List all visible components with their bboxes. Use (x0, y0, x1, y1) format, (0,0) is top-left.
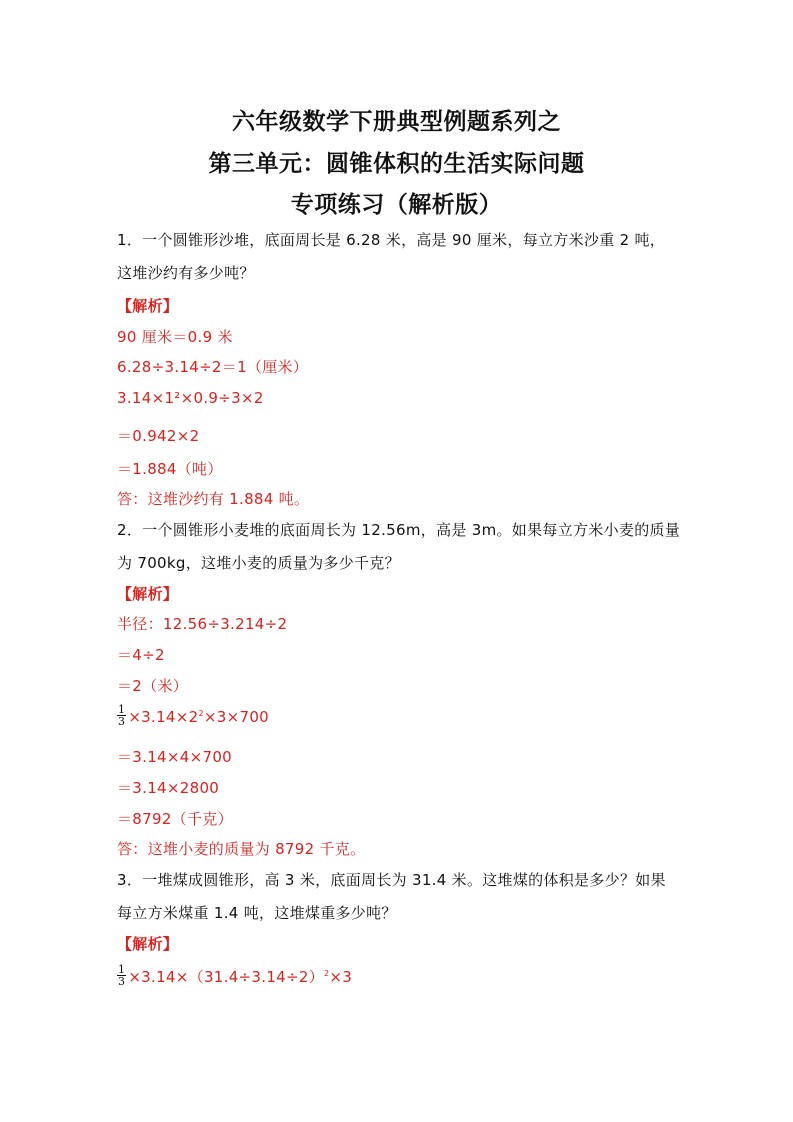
fraction-one-third: $\frac{1}{3}$ (118, 963, 126, 988)
problem-1-answer: 答：这堆沙约有 1.884 吨。 (117, 490, 310, 508)
problem-2-step: ＝8792（千克） (117, 810, 233, 828)
problem-2-answer: 答：这堆小麦的质量为 8792 千克。 (117, 840, 366, 858)
problem-2-step: ＝3.14×4×700 (117, 748, 233, 766)
problem-2-step-fraction: $\frac{1}{3}$ $\times 3.14\times 2^2\times 3\times 700$ (118, 703, 270, 728)
problem-2-text-line-2: 为 700kg，这堆小麦的质量为多少千克？ (117, 554, 400, 572)
problem-2-step: ＝4÷2 (117, 646, 165, 664)
problem-3-step-fraction: $\frac{1}{3}$ $\times 3.14\times(31.4\div 3.14\div 2)^2\times 3$ (118, 963, 353, 988)
problem-1-step: 90 厘米＝0.9 米 (117, 328, 233, 346)
problem-1-solution-tag: 【解析】 (117, 297, 179, 315)
problem-3-text-line-2: 每立方米煤重 1.4 吨，这堆煤重多少吨？ (117, 904, 397, 922)
fraction-one-third: $\frac{1}{3}$ (118, 703, 126, 728)
problem-1-step: 6.28÷3.14÷2＝1（厘米） (117, 358, 309, 376)
problem-1-step: ＝1.884（吨） (117, 460, 223, 478)
title-line-3: 专项练习（解析版） (290, 192, 503, 218)
title-line-1: 六年级数学下册典型例题系列之 (232, 109, 561, 135)
problem-2-step: 半径：12.56÷3.214÷2 (117, 615, 288, 633)
problem-1-step: 3.14×1²×0.9÷3×2 (117, 389, 264, 407)
problem-2-step: ＝2（米） (117, 677, 189, 695)
problem-1-text-line-1: 1．一个圆锥形沙堆，底面周长是 6.28 米，高是 90 厘米，每立方米沙重 2 吨， (117, 231, 666, 249)
problem-2-text-line-1: 2．一个圆锥形小麦堆的底面周长为 12.56m，高是 3m。如果每立方米小麦的质量 (117, 521, 681, 539)
problem-1-text-line-2: 这堆沙约有多少吨？ (117, 264, 255, 282)
problem-3-solution-tag: 【解析】 (117, 935, 179, 953)
problem-2-solution-tag: 【解析】 (117, 585, 179, 603)
problem-1-step: ＝0.942×2 (117, 427, 200, 445)
problem-2-step: ＝3.14×2800 (117, 779, 220, 797)
title-line-2: 第三单元：圆锥体积的生活实际问题 (208, 151, 585, 177)
problem-3-text-line-1: 3．一堆煤成圆锥形，高 3 米，底面周长为 31.4 米。这堆煤的体积是多少？如果 (117, 871, 666, 889)
